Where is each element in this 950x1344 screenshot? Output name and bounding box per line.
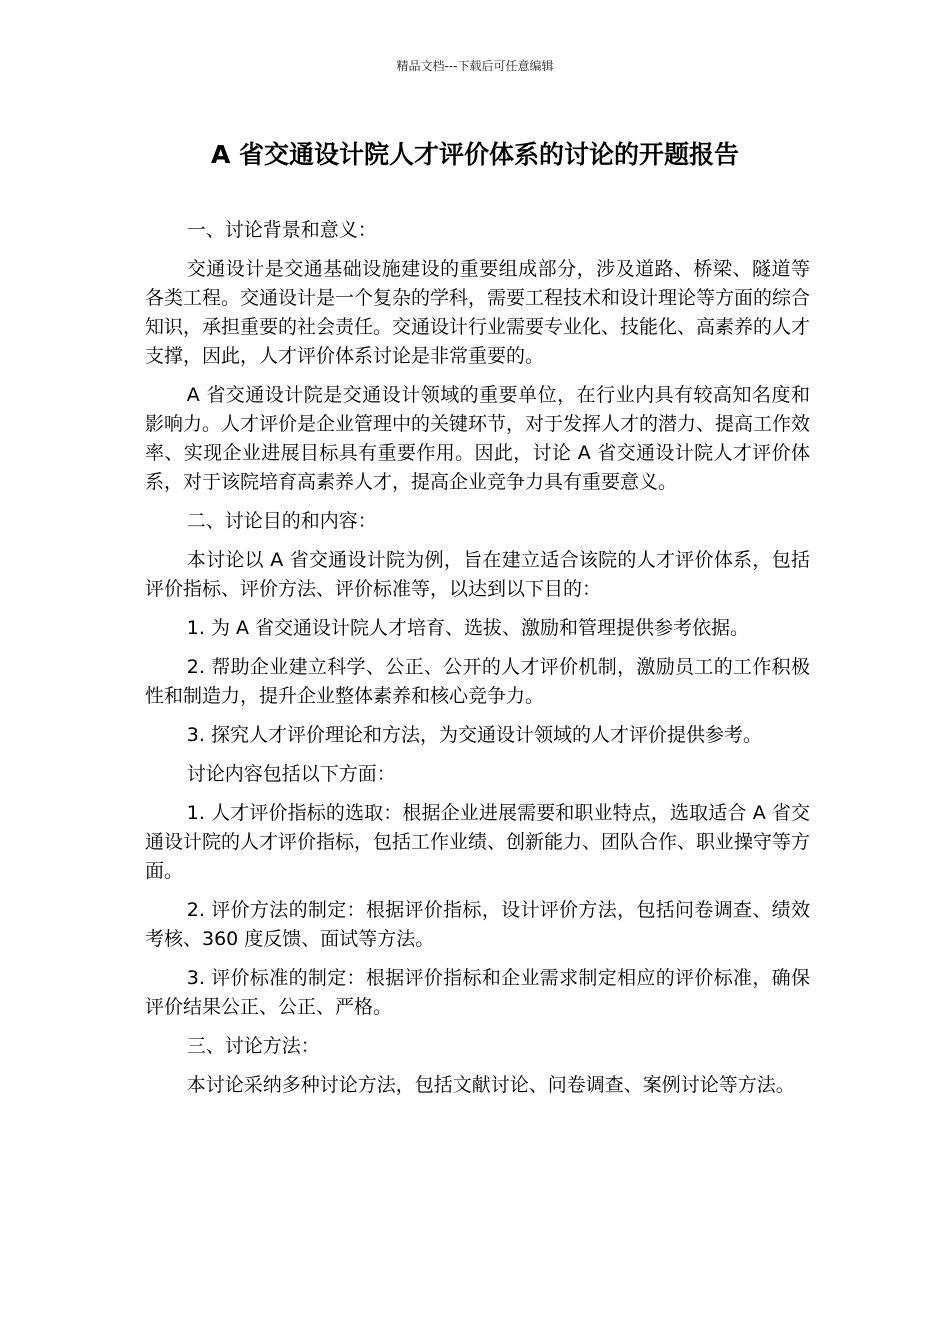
document-title: A 省交通设计院人才评价体系的讨论的开题报告 [210,140,740,169]
paragraph: 本讨论以 A 省交通设计院为例，旨在建立适合该院的人才评价体系，包括评价指标、评价方法、评价标准等，以达到以下目的： [145,549,810,600]
page-header: 精品文档---下载后可任意编辑 [396,59,554,73]
list-item: 1. 人才评价指标的选取：根据企业进展需要和职业特点，选取适合 A 省交通设计院的人才评价指标，包括工作业绩、创新能力、团队合作、职业操守等方面。 [145,802,811,882]
section-heading-background: 一、讨论背景和意义： [186,219,377,241]
document-body [145,216,810,1110]
paragraph: A 省交通设计院是交通设计领域的重要单位，在行业内具有较高知名度和影响力。人才评价是企业管理中的关键环节，对于发挥人才的潜力、提高工作效率、实现企业进展目标具有重要作用。因此，讨论 A 省交通设计院人才评价体系，对于该院培育高素养人才，提高企业竞争力具有重要意义。 [145,384,811,493]
section-heading-purpose: 二、讨论目的和内容： [186,510,377,532]
section-heading-method: 三、讨论方法： [186,1035,320,1057]
list-item: 3. 探究人才评价理论和方法，为交通设计领域的人才评价提供参考。 [186,724,762,746]
list-item: 3. 评价标准的制定：根据评价指标和企业需求制定相应的评价标准，确保评价结果公正、公正、严格。 [145,967,810,1018]
list-item: 1. 为 A 省交通设计院人才培育、选拔、激励和管理提供参考依据。 [186,617,750,639]
list-item: 2. 评价方法的制定：根据评价指标，设计评价方法，包括问卷调查、绩效考核、360 度反馈、面试等方法。 [145,899,810,950]
paragraph: 讨论内容包括以下方面： [186,763,396,785]
paragraph: 本讨论采纳多种讨论方法，包括文献讨论、问卷调查、案例讨论等方法。 [186,1074,795,1096]
paragraph: 交通设计是交通基础设施建设的重要组成部分，涉及道路、桥梁、隧道等各类工程。交通设计是一个复杂的学科，需要工程技术和设计理论等方面的综合知识，承担重要的社会责任。交通设计行业需要专业化、技能化、高素养的人才支撑，因此，人才评价体系讨论是非常重要的。 [145,258,811,367]
list-item: 2. 帮助企业建立科学、公正、公开的人才评价机制，激励员工的工作积极性和制造力，提升企业整体素养和核心竞争力。 [145,656,810,707]
